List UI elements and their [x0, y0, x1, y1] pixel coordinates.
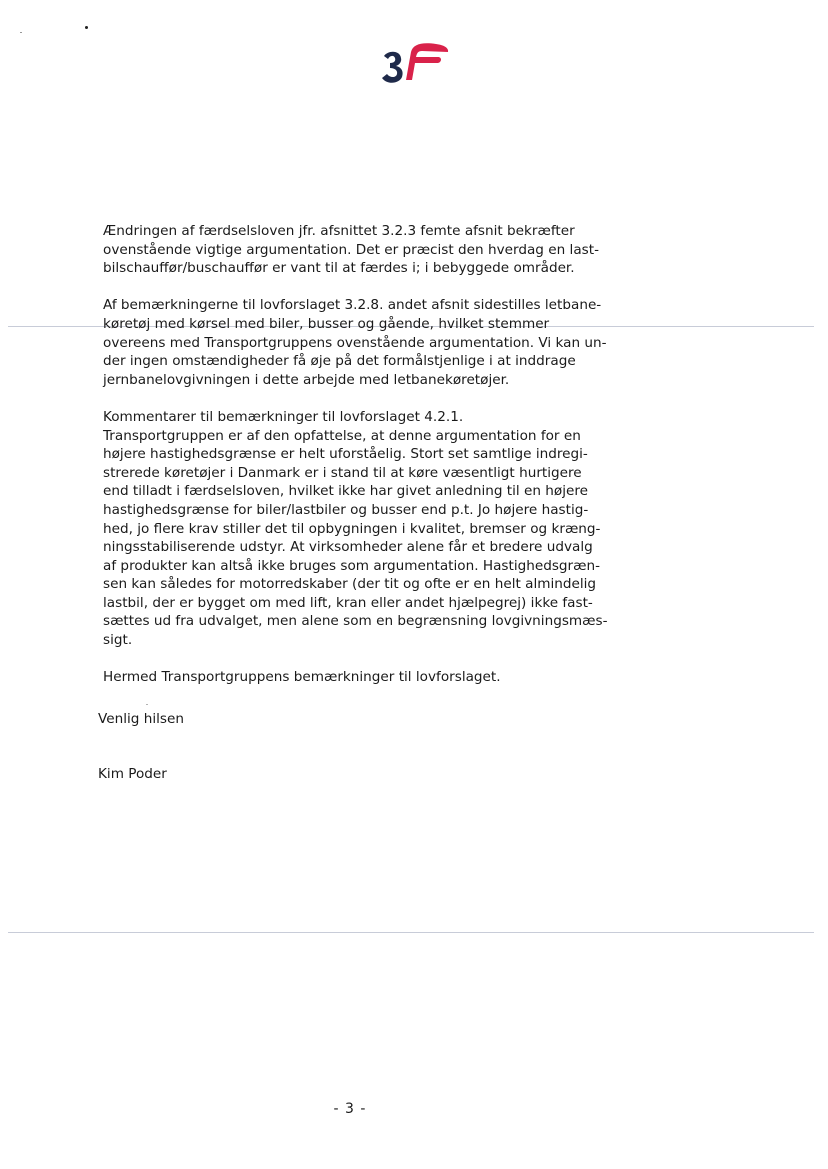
- closing-greeting: Venlig hilsen: [98, 711, 184, 727]
- scan-speck: [85, 26, 88, 29]
- paragraph: Hermed Transportgruppens bemærkninger til lovforslaget.: [103, 669, 501, 686]
- letter-body: [103, 222, 623, 705]
- signature-name: Kim Poder: [98, 766, 167, 782]
- page-number: - 3 -: [333, 1101, 367, 1117]
- 3f-logo: [378, 40, 450, 86]
- paragraph: Kommentarer til bemærkninger til lovforslaget 4.2.1. Transportgruppen er af den opfattelse, at denne argumentation for en højere hastighedsgrænse er helt uforståelig. Stort set samtlige indregi- strerede køretøjer i Danmark er i stand til at køre væsentligt hurtigere end tilladt i færdselsloven, hvilket ikke har givet anledning til en højere hastighedsgrænse for biler/lastbiler og busser end p.t. Jo højere hastig- hed, jo flere krav stiller det til opbygningen i kvalitet, bremser og kræng- ningsstabiliserende udstyr. At virksomheder alene får et bredere udvalg af produkter kan altså ikke bruges som argumentation. Hastighedsgræn- sen kan således for motorredskaber (der tit og ofte er en helt almindelig lastbil, der er bygget om med lift, kran eller andet hjælpegrej) ikke fast- sættes ud fra udvalget, men alene som en begrænsning lovgivningsmæs- sigt.: [103, 408, 608, 649]
- logo-3-mark: [382, 52, 403, 83]
- paragraph: Af bemærkningerne til lovforslaget 3.2.8. andet afsnit sidestilles letbane- køretøj med kørsel med biler, busser og gående, hvilket stemmer overeens med Transportgruppens ovenstående argumentation. Vi kan un- der ingen omstændigheder få øje på det formålstjenlige i at inddrage jernbanelovgivningen i dette arbejde med letbanekøretøjer.: [103, 297, 607, 388]
- scan-artifact-line: [8, 932, 814, 933]
- scan-speck: [20, 32, 22, 33]
- paragraph: Ændringen af færdselsloven jfr. afsnittet 3.2.3 femte afsnit bekræfter ovenstående vigtige argumentation. Det er præcist den hverdag en last- bilschauffør/buschauffør er vant til at færdes i; i bebyggede områder.: [103, 223, 599, 277]
- logo-f-mark: [406, 43, 448, 80]
